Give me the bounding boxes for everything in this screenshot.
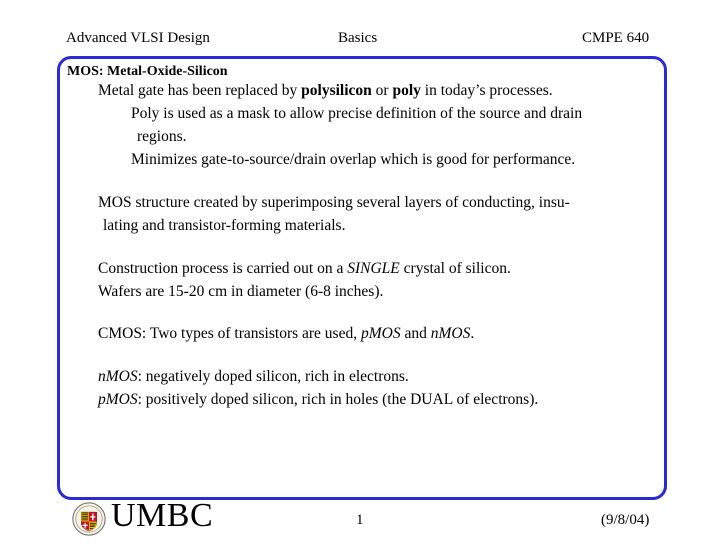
slide-date: (9/8/04) <box>601 512 650 528</box>
sub-bullet-overlap: Minimizes gate-to-source/drain overlap which is good for performance. <box>131 151 576 168</box>
header-course-code: CMPE 640 <box>582 30 650 46</box>
bullet-wafers: Wafers are 15-20 cm in diameter (6-8 inches). <box>98 283 384 300</box>
bullet-construction: Construction process is carried out on a SINGLE crystal of silicon. <box>98 260 511 277</box>
umbc-wordmark: UMBC <box>111 497 214 534</box>
page-number: 1 <box>356 512 364 528</box>
header-course-title: Advanced VLSI Design <box>66 30 210 46</box>
university-seal-icon <box>72 502 106 536</box>
sub-bullet-poly-mask: Poly is used as a mask to allow precise definition of the source and drain <box>131 105 583 122</box>
bullet-mos-structure: MOS structure created by superimposing several layers of conducting, insu- <box>98 194 570 211</box>
header-topic: Basics <box>338 30 378 46</box>
slide-title: MOS: Metal-Oxide-Silicon <box>67 64 228 79</box>
bullet-pmos: pMOS: positively doped silicon, rich in holes (the DUAL of electrons). <box>98 391 539 408</box>
sub-bullet-poly-mask-cont: regions. <box>137 128 187 145</box>
bullet-nmos: nMOS: negatively doped silicon, rich in electrons. <box>98 368 409 385</box>
bullet-mos-structure-cont: lating and transistor-forming materials. <box>103 217 346 234</box>
bullet-metal-gate: Metal gate has been replaced by polysilicon or poly in today’s processes. <box>98 82 553 99</box>
bullet-cmos: CMOS: Two types of transistors are used, pMOS and nMOS. <box>98 325 475 342</box>
